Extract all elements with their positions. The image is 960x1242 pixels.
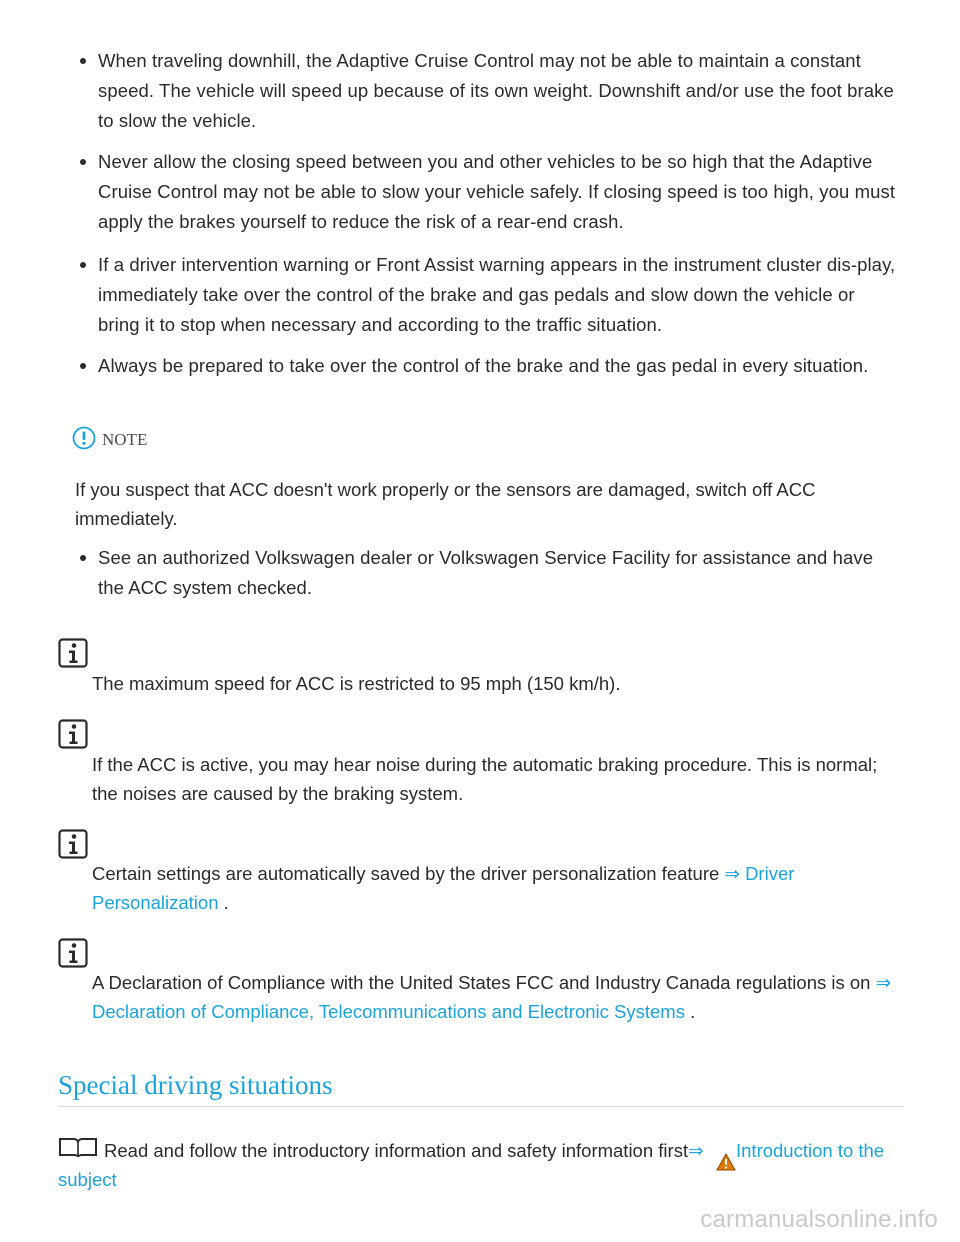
list-item: When traveling downhill, the Adaptive Cruise Control may not be able to maintain a constant speed. The vehicle will speed up because of its own weight. Downshift and/or use the foot brake to slow the vehicle.: [98, 46, 898, 136]
watermark: carmanualsonline.info: [700, 1206, 938, 1233]
note-header: [72, 426, 148, 452]
info-icon: [58, 638, 88, 668]
info-text: A Declaration of Compliance with the United States FCC and Industry Canada regulations is on ⇒ Declaration of Compliance, Telecommunications and Electronic Systems .: [92, 972, 892, 1022]
info-text: If the ACC is active, you may hear noise during the automatic braking procedure. This is normal; the noises are caused by the braking system.: [92, 754, 878, 804]
introduction-link[interactable]: Introduction to the subject: [58, 1140, 885, 1190]
info-icon: [58, 829, 88, 859]
arrow: ⇒: [688, 1140, 704, 1161]
list-item: Always be prepared to take over the control of the brake and the gas pedal in every situation.: [98, 351, 898, 381]
section-title: Special driving situations: [58, 1070, 333, 1100]
info-icon: [58, 719, 88, 749]
exclamation-circle-icon: [72, 426, 96, 450]
note-label: NOTE: [102, 430, 148, 449]
list-item: If a driver intervention warning or Front Assist warning appears in the instrument cluster dis-play, immediately take over the control of the brake and gas pedals and slow down the vehicle or bring it to stop when necessary and according to the traffic situation.: [98, 250, 898, 340]
declaration-of-compliance-link[interactable]: ⇒ Declaration of Compliance, Telecommunications and Electronic Systems: [92, 972, 892, 1022]
info-text: The maximum speed for ACC is restricted to 95 mph (150 km/h).: [92, 673, 621, 694]
list-item: See an authorized Volkswagen dealer or Volkswagen Service Facility for assistance and have the ACC system checked.: [98, 543, 898, 603]
driver-personalization-link[interactable]: ⇒ Driver Personalization: [92, 863, 795, 913]
section-divider: [58, 1106, 904, 1107]
note-text: If you suspect that ACC doesn't work properly or the sensors are damaged, switch off ACC immediately.: [75, 479, 816, 529]
list-item: Never allow the closing speed between you and other vehicles to be so high that the Adaptive Cruise Control may not be able to slow your vehicle safely. If closing speed is too high, you must apply the brakes yourself to reduce the risk of a rear-end crash.: [98, 147, 898, 237]
section-intro: Read and follow the introductory information and safety information first⇒: [104, 1140, 704, 1161]
info-icon: [58, 938, 88, 968]
info-text: Certain settings are automatically saved by the driver personalization feature ⇒ Driver Personalization .: [92, 863, 795, 913]
